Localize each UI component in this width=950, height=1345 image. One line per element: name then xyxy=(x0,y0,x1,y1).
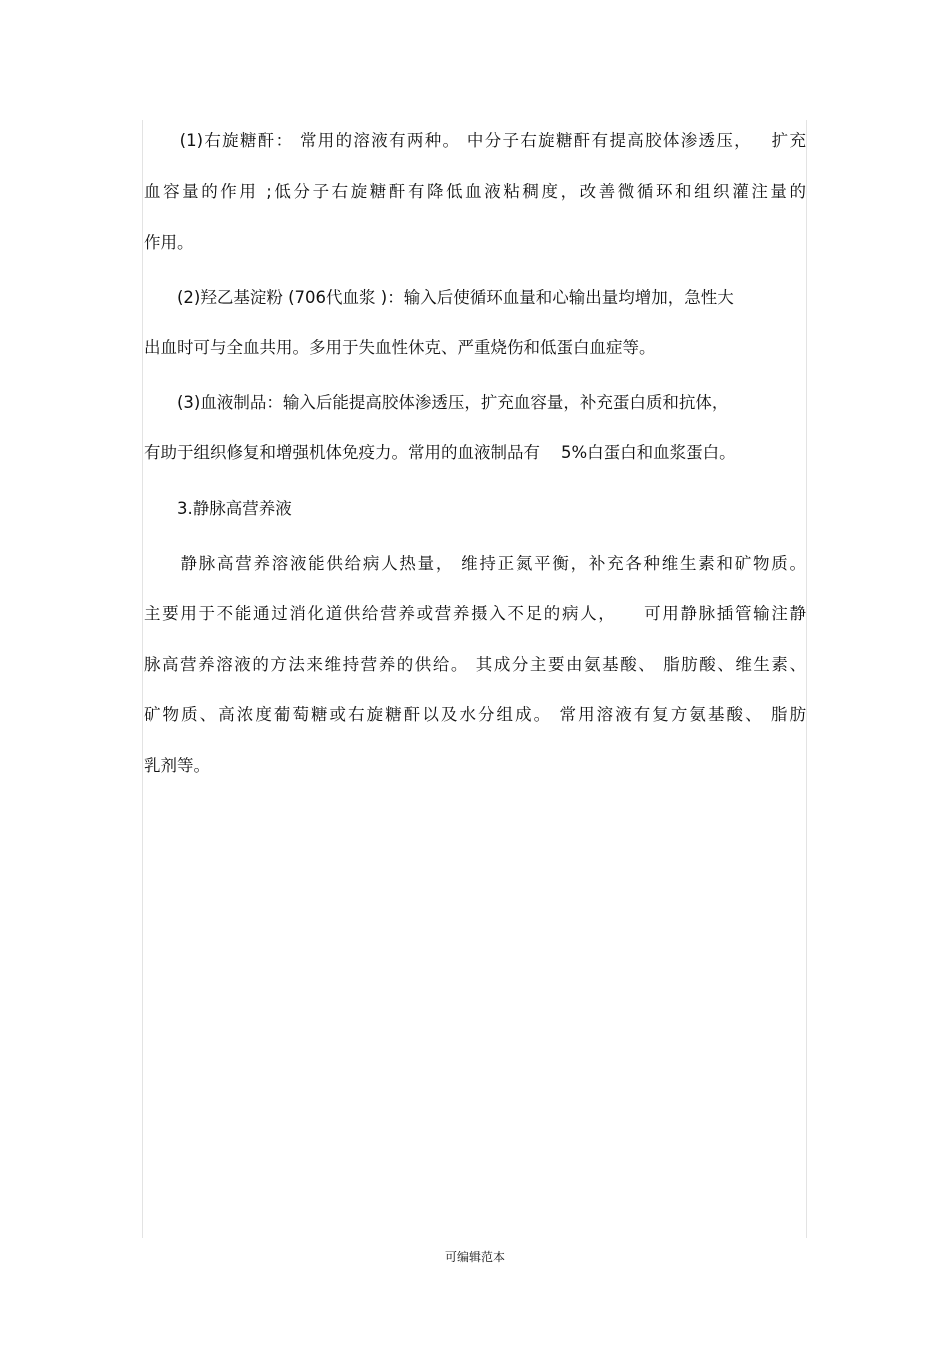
paragraph-3-line-2: 有助于组织修复和增强机体免疫力。常用的血液制品有 5%白蛋白和血浆蛋白。 xyxy=(144,443,736,462)
paragraph-3-line-1: (3)血液制品：输入后能提高胶体渗透压，扩充血容量，补充蛋白质和抗体， xyxy=(144,393,729,412)
paragraph-5-line-5: 乳剂等。 xyxy=(144,756,210,775)
paragraph-5-line-4: 矿物质、高浓度葡萄糖或右旋糖酐以及水分组成。 常用溶液有复方氨基酸、 脂肪 xyxy=(144,705,806,724)
page-border-left xyxy=(142,120,143,1238)
paragraph-5-line-2: 主要用于不能通过消化道供给营养或营养摄入不足的病人， 可用静脉插管输注静 xyxy=(144,604,806,623)
paragraph-2-line-1: (2)羟乙基淀粉 (706代血浆 )：输入后使循环血量和心输出量均增加，急性大 xyxy=(144,288,734,307)
section-heading: 3.静脉高营养液 xyxy=(144,499,292,518)
page-footer: 可编辑范本 xyxy=(444,1250,505,1264)
page-border-right xyxy=(806,120,807,1238)
paragraph-2-line-2: 出血时可与全血共用。多用于失血性休克、严重烧伤和低蛋白血症等。 xyxy=(144,338,656,357)
paragraph-1-line-2: 血容量的作用 ;低分子右旋糖酐有降低血液粘稠度，改善微循环和组织灌注量的 xyxy=(144,182,806,201)
paragraph-5-line-3: 脉高营养溶液的方法来维持营养的供给。 其成分主要由氨基酸、 脂肪酸、维生素、 xyxy=(144,655,806,674)
paragraph-5-line-1: 静脉高营养溶液能供给病人热量， 维持正氮平衡，补充各种维生素和矿物质。 xyxy=(144,554,806,573)
paragraph-1-line-3: 作用。 xyxy=(144,233,194,252)
paragraph-1-line-1: (1)右旋糖酐： 常用的溶液有两种。 中分子右旋糖酐有提高胶体渗透压， 扩充 xyxy=(144,131,806,150)
